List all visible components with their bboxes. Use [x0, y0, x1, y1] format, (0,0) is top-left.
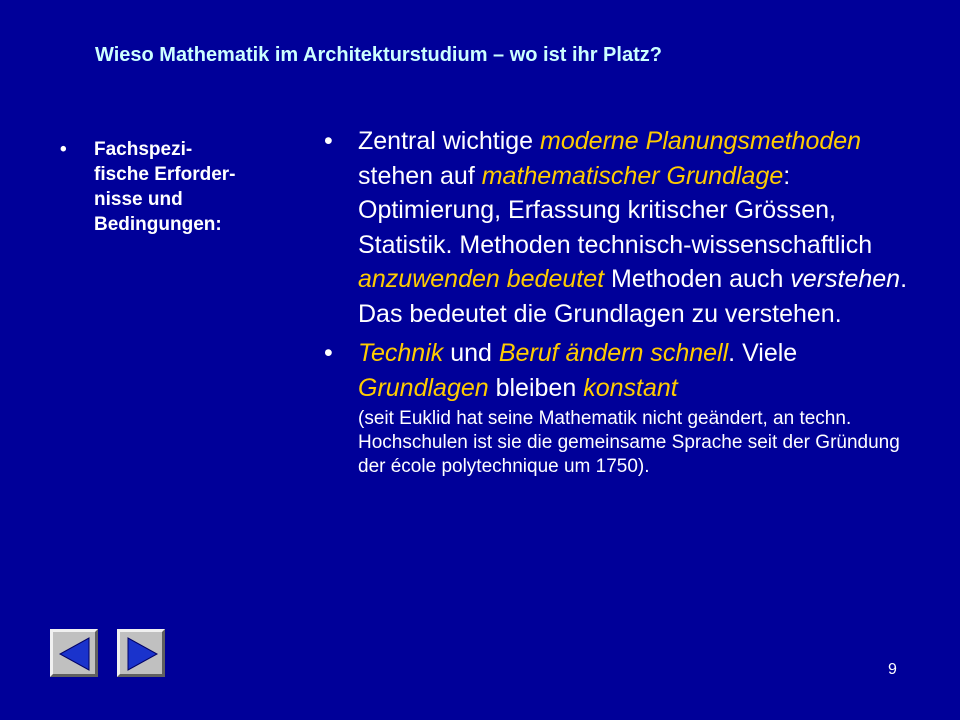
highlight-segment: moderne Planungsmethoden: [540, 127, 862, 155]
bullet-item-1: [318, 124, 918, 331]
next-slide-button[interactable]: [117, 629, 165, 677]
highlight-segment: Beruf ändern schnell: [498, 339, 729, 367]
footnote-text: (seit Euklid hat seine Mathematik nicht geändert, an techn. Hochschulen ist sie die gemeinsame Sprache seit der Gründung der école polytechnique um 1750).: [358, 408, 900, 477]
bullet-marker: •: [324, 339, 333, 367]
text-segment: . Das bedeutet die Grundlagen zu verstehen.: [358, 265, 908, 328]
page-number: 9: [888, 661, 897, 678]
text-segment: . Viele: [728, 339, 798, 367]
highlight-segment: konstant: [583, 373, 678, 402]
bullet-item-2: [318, 336, 918, 479]
highlight-segment: Grundlagen: [358, 373, 489, 402]
triangle-left-icon: [57, 636, 93, 672]
text-segment: : Optimierung, Erfassung kritischer Grössen, Statistik. Methoden technisch-wissenschaftlich: [358, 161, 873, 259]
left-bullet-text: Fachspezi- fische Erforder- nisse und Bedingungen:: [94, 139, 236, 235]
text-segment: Methoden auch: [604, 265, 791, 293]
highlight-segment: mathematischer Grundlage: [481, 161, 784, 190]
left-column: [60, 137, 300, 237]
text-segment: und: [443, 339, 499, 367]
highlight-segment: anzuwenden bedeutet: [358, 265, 605, 293]
text-segment: Zentral wichtige: [358, 127, 541, 155]
left-bullet-item: [60, 137, 300, 237]
slide-title: Wieso Mathematik im Architekturstudium – wo ist ihr Platz?: [95, 44, 662, 66]
bullet-marker: •: [324, 127, 333, 155]
bullet-marker: •: [60, 139, 67, 160]
text-segment: bleiben: [488, 373, 584, 402]
text-segment: stehen auf: [358, 161, 482, 190]
triangle-right-icon: [124, 636, 160, 672]
right-column: [318, 124, 918, 479]
previous-slide-button[interactable]: [50, 629, 98, 677]
highlight-segment: Technik: [358, 339, 444, 367]
italic-segment: verstehen: [790, 265, 901, 293]
